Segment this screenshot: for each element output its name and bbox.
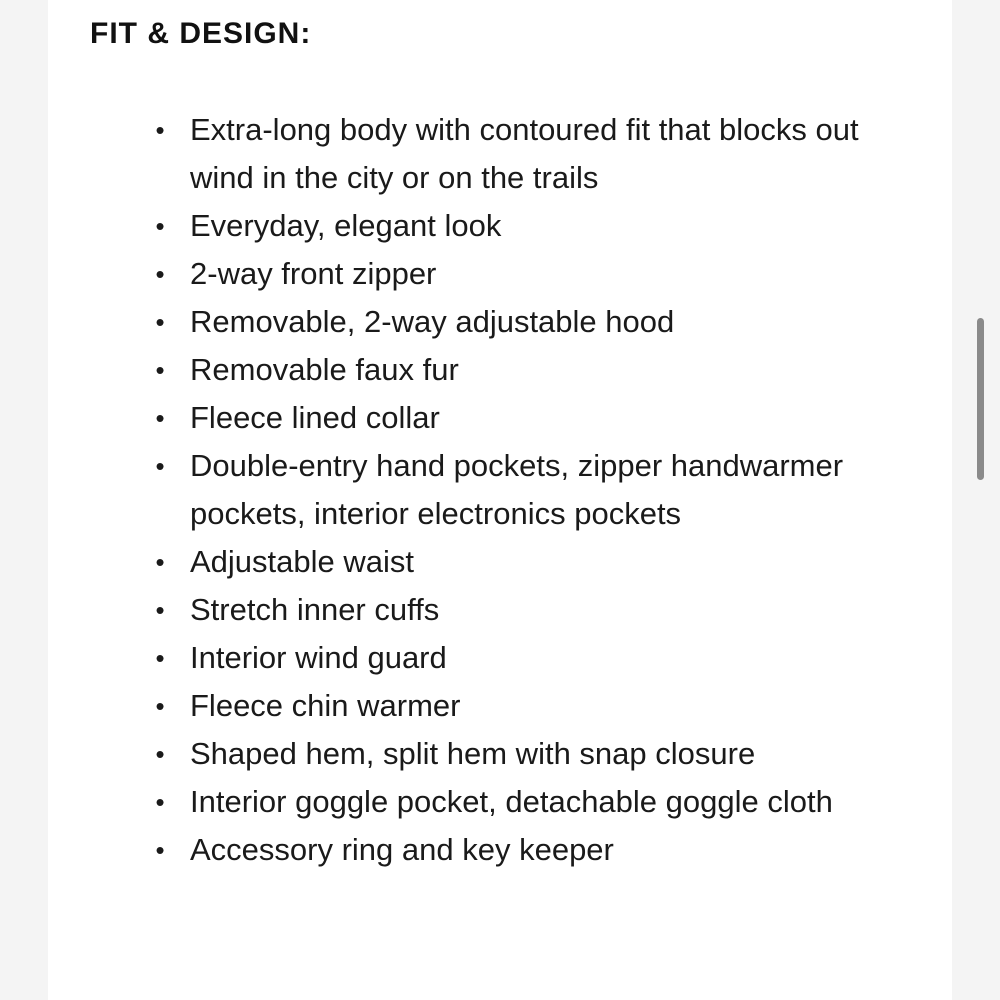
bullet-icon: • [155, 787, 165, 817]
bullet-icon: • [155, 403, 165, 433]
list-item [155, 106, 920, 202]
feature-text: Double-entry hand pockets, zipper handwarmer pockets, interior electronics pockets [190, 448, 844, 531]
list-item [155, 442, 920, 538]
bullet-icon: • [155, 691, 165, 721]
list-item [155, 682, 920, 730]
feature-text: Fleece chin warmer [190, 688, 461, 723]
list-item [155, 538, 920, 586]
list-item [155, 586, 920, 634]
list-item [155, 394, 920, 442]
feature-text: Fleece lined collar [190, 400, 440, 435]
feature-text: Interior wind guard [190, 640, 447, 675]
list-item [155, 346, 920, 394]
list-item [155, 730, 920, 778]
feature-text: Stretch inner cuffs [190, 592, 440, 627]
bullet-icon: • [155, 355, 165, 385]
feature-text: Shaped hem, split hem with snap closure [190, 736, 756, 771]
scrollbar-track[interactable] [970, 0, 990, 1000]
bullet-icon: • [155, 307, 165, 337]
list-item [155, 634, 920, 682]
bullet-icon: • [155, 643, 165, 673]
list-item [155, 250, 920, 298]
list-item [155, 826, 920, 874]
bullet-icon: • [155, 547, 165, 577]
feature-text: Extra-long body with contoured fit that blocks out wind in the city or on the trails [190, 112, 859, 195]
list-item [155, 778, 920, 826]
feature-text: 2-way front zipper [190, 256, 437, 291]
feature-list [155, 106, 920, 874]
bullet-icon: • [155, 259, 165, 289]
feature-text: Everyday, elegant look [190, 208, 502, 243]
bullet-icon: • [155, 595, 165, 625]
feature-text: Interior goggle pocket, detachable goggle cloth [190, 784, 833, 819]
bullet-icon: • [155, 739, 165, 769]
list-item [155, 298, 920, 346]
list-item [155, 202, 920, 250]
feature-text: Adjustable waist [190, 544, 415, 579]
bullet-icon: • [155, 835, 165, 865]
feature-text: Removable faux fur [190, 352, 459, 387]
bullet-icon: • [155, 115, 165, 145]
feature-text: Accessory ring and key keeper [190, 832, 614, 867]
bullet-icon: • [155, 211, 165, 241]
section-heading: FIT & DESIGN: [90, 17, 312, 50]
product-details-card [48, 0, 952, 1000]
feature-text: Removable, 2-way adjustable hood [190, 304, 675, 339]
bullet-icon: • [155, 451, 165, 481]
scrollbar-thumb[interactable] [977, 318, 984, 480]
